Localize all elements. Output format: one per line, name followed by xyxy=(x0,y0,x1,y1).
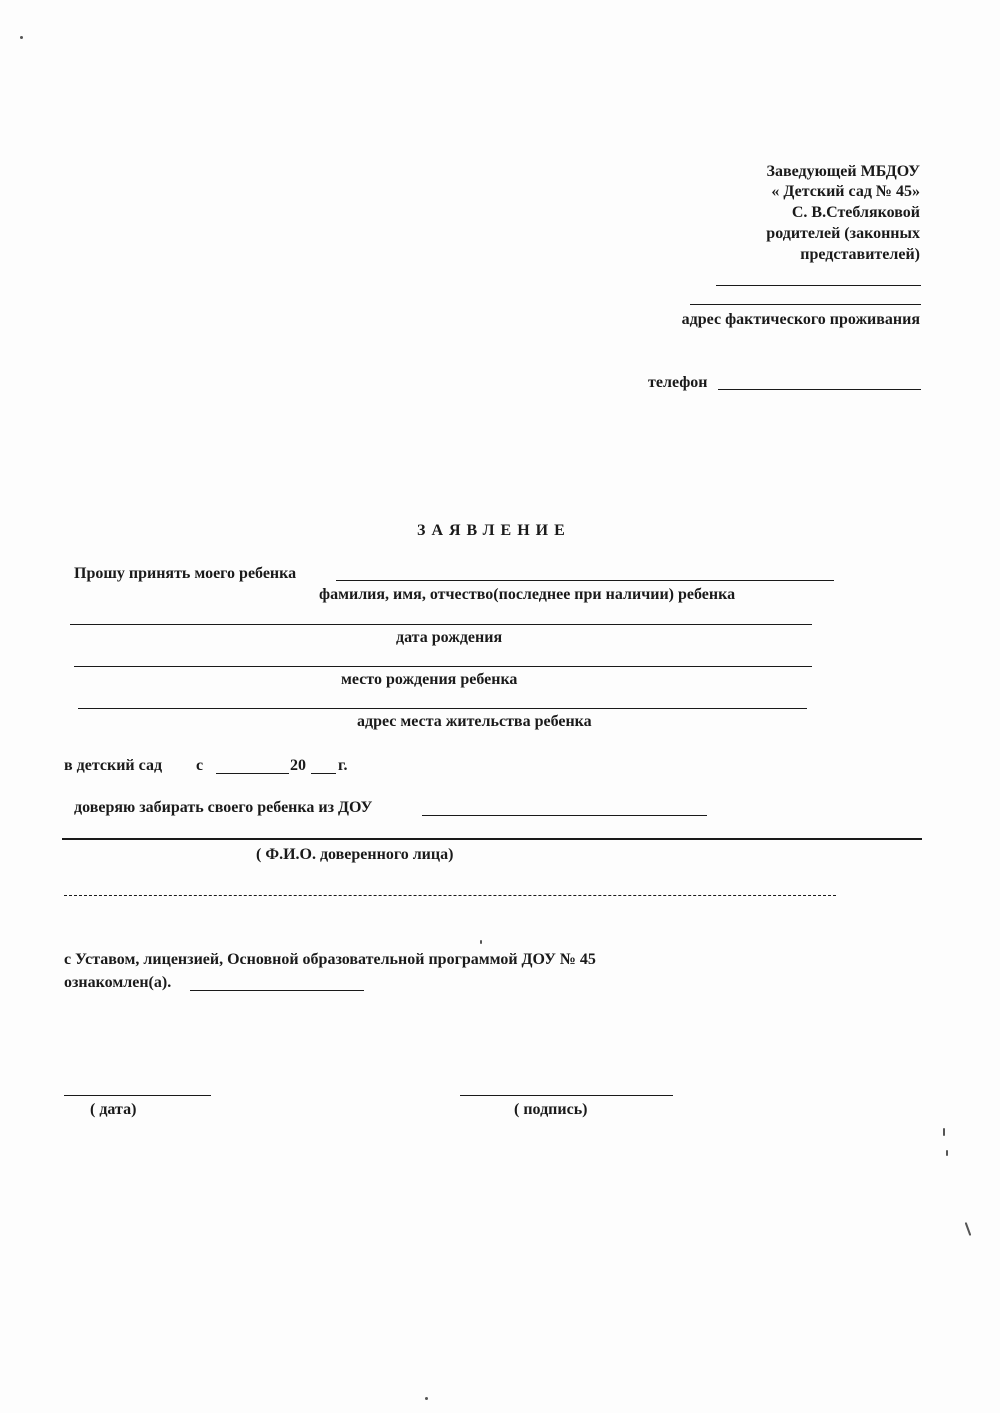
birth-date-line[interactable] xyxy=(70,624,812,625)
trustee-caption: ( Ф.И.О. доверенного лица) xyxy=(256,846,454,863)
from-label: с xyxy=(196,757,204,774)
addressee-line-1: Заведующей МБДОУ xyxy=(766,163,920,180)
request-label: Прошу принять моего ребенка xyxy=(74,565,297,582)
addressee-line-3: С. В.Стебляковой xyxy=(791,204,920,221)
separator-dashed-line xyxy=(64,895,836,896)
addressee-line-4: родителей (законных xyxy=(766,225,920,242)
address-caption: адрес фактического проживания xyxy=(681,311,920,328)
acquainted-signature-line[interactable] xyxy=(190,990,364,991)
trust-label: доверяю забирать своего ребенка из ДОУ xyxy=(74,799,373,816)
year-line[interactable] xyxy=(311,773,336,774)
addressee-line-5: представителей) xyxy=(800,246,920,263)
year-suffix: г. xyxy=(338,757,348,774)
parent-name-line-2[interactable] xyxy=(690,304,921,305)
document-title: ЗАЯВЛЕНИЕ xyxy=(417,522,571,539)
trustee-name-line[interactable] xyxy=(62,838,922,840)
charter-line: с Уставом, лицензией, Основной образовательной программой ДОУ № 45 xyxy=(64,951,596,968)
phone-line[interactable] xyxy=(718,389,921,390)
kindergarten-label: в детский сад xyxy=(64,757,163,774)
acquainted-label: ознакомлен(а). xyxy=(64,974,172,991)
birth-date-caption: дата рождения xyxy=(396,629,503,646)
trust-line[interactable] xyxy=(422,815,707,816)
year-prefix: 20 xyxy=(290,757,306,774)
signature-line[interactable] xyxy=(460,1095,673,1096)
start-date-line[interactable] xyxy=(216,773,289,774)
birth-place-caption: место рождения ребенка xyxy=(341,671,518,688)
date-caption: ( дата) xyxy=(90,1101,137,1118)
residence-line[interactable] xyxy=(78,708,807,709)
birth-place-line[interactable] xyxy=(74,666,812,667)
residence-caption: адрес места жительства ребенка xyxy=(357,713,592,730)
parent-name-line-1[interactable] xyxy=(716,285,921,286)
child-name-caption: фамилия, имя, отчество(последнее при наличии) ребенка xyxy=(319,586,736,603)
date-line[interactable] xyxy=(64,1095,211,1096)
signature-caption: ( подпись) xyxy=(514,1101,588,1118)
child-name-line[interactable] xyxy=(336,580,834,581)
phone-label: телефон xyxy=(648,374,708,391)
addressee-line-2: « Детский сад № 45» xyxy=(771,183,920,200)
